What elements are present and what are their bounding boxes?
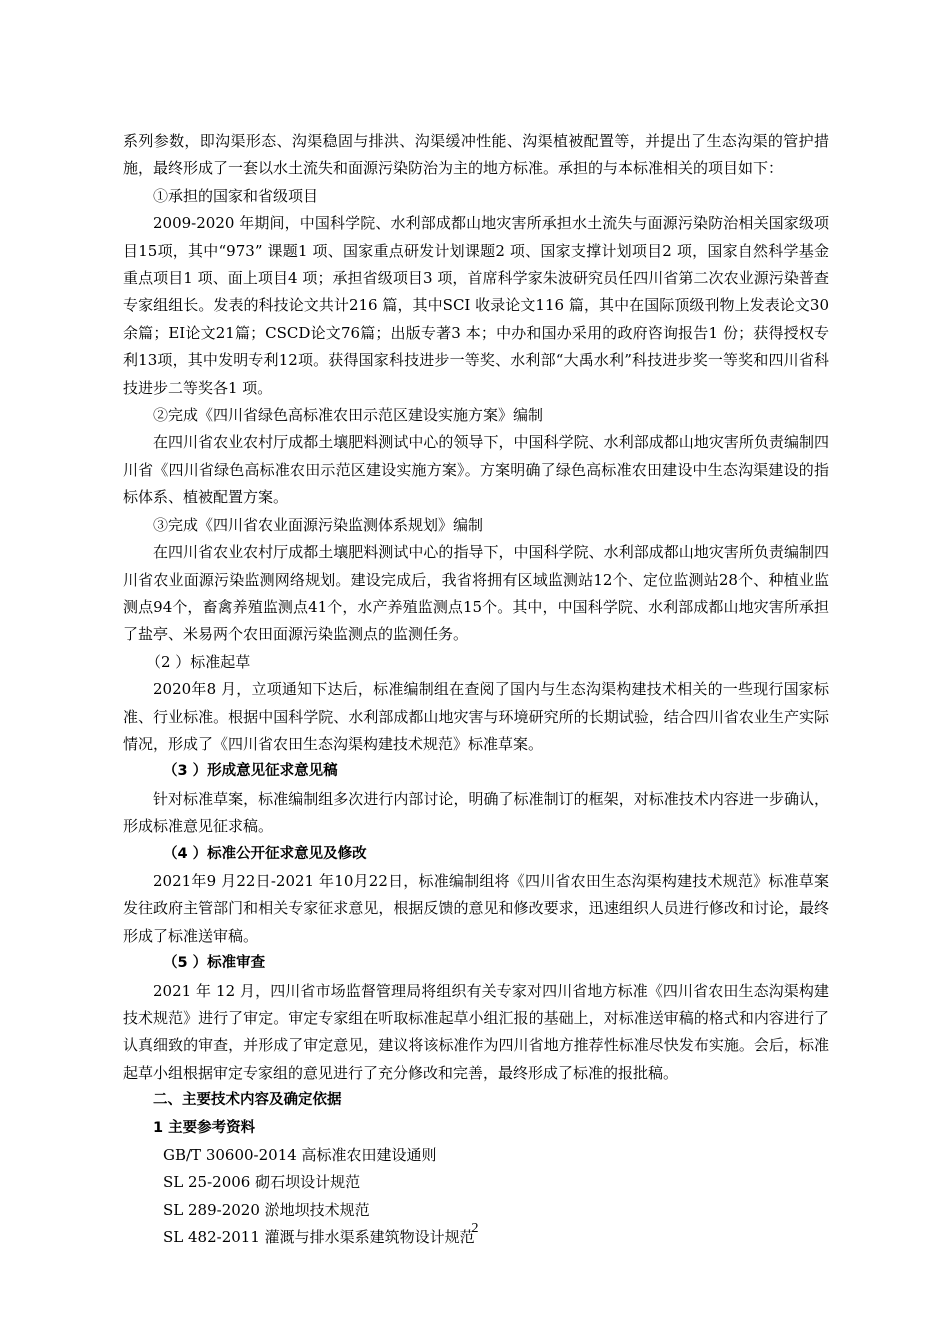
item-heading-national-provincial-projects: ①承担的国家和省级项目 [153,186,319,205]
paragraph-review: 2021 年 12 月，四川省市场监督管理局将组织有关专家对四川省地方标准《四川省农田生态沟渠构建技术规范》进行了审定。审定专家组在听取标准起草小组汇报的基础上，对标准送审稿的格式和内容进行了认真细致的审查，并形成了审定意见，建议将该标准作为四川省地方推荐性标准尽快发布实施。会后，标准起草小组根据审定专家组的意见进行了充分修改和完善，最终形成了标准的报批稿。 [123,981,829,1082]
item-heading-green-farmland-plan: ②完成《四川省绿色高标准农田示范区建设实施方案》编制 [153,406,544,425]
document-body [123,128,829,1252]
reference-item: SL 289-2020 淤地坝技术规范 [163,1200,370,1219]
page-number: 2 [471,1221,479,1236]
reference-item: GB/T 30600-2014 高标准农田建设通则 [163,1146,437,1165]
subheading-references: 1 主要参考资料 [153,1119,256,1136]
item-heading-monitoring-system-plan: ③完成《四川省农业面源污染监测体系规划》编制 [153,515,484,534]
section-heading-consultation-draft: （3 ）形成意见征求意见稿 [163,763,338,780]
paragraph-monitoring-system-plan: 在四川省农业农村厅成都土壤肥料测试中心的指导下，中国科学院、水利部成都山地灾害所负责编制四川省农业面源污染监测网络规划。建设完成后，我省将拥有区域监测站12个、定位监测站28个、种植业监测点94个，畜禽养殖监测点41个，水产养殖监测点15个。其中，中国科学院、水利部成都山地灾害所承担了盐亭、米易两个农田面源污染监测点的监测任务。 [123,543,829,644]
chapter-heading-technical-content: 二、主要技术内容及确定依据 [153,1092,342,1109]
paragraph-consultation-draft: 针对标准草案，标准编制组多次进行内部讨论，明确了标准制订的框架，对标准技术内容进一步确认，形成标准意见征求稿。 [123,789,829,836]
paragraph-intro: 系列参数，即沟渠形态、沟渠稳固与排洪、沟渠缓冲性能、沟渠植被配置等，并提出了生态沟渠的管护措施，最终形成了一套以水土流失和面源污染防治为主的地方标准。承担的与本标准相关的项目如下： [123,132,829,178]
paragraph-public-consultation: 2021年9 月22日-2021 年10月22日，标准编制组将《四川省农田生态沟渠构建技术规范》标准草案发往政府主管部门和相关专家征求意见，根据反馈的意见和修改要求，迅速组织人员进行修改和讨论，最终形成了标准送审稿。 [123,871,829,945]
paragraph-projects-summary: 2009-2020 年期间，中国科学院、水利部成都山地灾害所承担水土流失与面源污染防治相关国家级项目15项，其中“973” 课题1 项、国家重点研发计划课题2 项、国家支撑计划项目2 项，国家自然科学基金重点项目1 项、面上项目4 项；承担省级项目3 项，首席科学家朱波研究员任四川省第二次农业源污染普查专家组组长。发表的科技论文共计216 篇，其中SCI 收录论文116 篇，其中在国际顶级刊物上发表论文30余篇；EI论文21篇；CSCD论文76篇；出版专著3 本；中办和国办采用的政府咨询报告1 份；获得授权专利13项，其中发明专利12项。获得国家科技进步一等奖、水利部“大禹水利”科技进步奖一等奖和四川省科技进步二等奖各1 项。 [123,214,829,397]
section-heading-public-consultation: （4 ）标准公开征求意见及修改 [163,845,367,862]
reference-item: SL 482-2011 灌溉与排水渠系建筑物设计规范 [163,1228,475,1247]
section-heading-drafting: （2 ）标准起草 [146,652,251,671]
paragraph-green-farmland-plan: 在四川省农业农村厅成都土壤肥料测试中心的领导下，中国科学院、水利部成都山地灾害所负责编制四川省《四川省绿色高标准农田示范区建设实施方案》。方案明确了绿色高标准农田建设中生态沟渠建设的指标体系、植被配置方案。 [123,433,829,507]
reference-item: SL 25-2006 砌石坝设计规范 [163,1173,361,1192]
section-heading-review: （5 ）标准审查 [163,955,266,972]
paragraph-drafting: 2020年8 月，立项通知下达后，标准编制组在查阅了国内与生态沟渠构建技术相关的一些现行国家标准、行业标准。根据中国科学院、水利部成都山地灾害与环境研究所的长期试验，结合四川省农业生产实际情况，形成了《四川省农田生态沟渠构建技术规范》标准草案。 [123,680,829,753]
